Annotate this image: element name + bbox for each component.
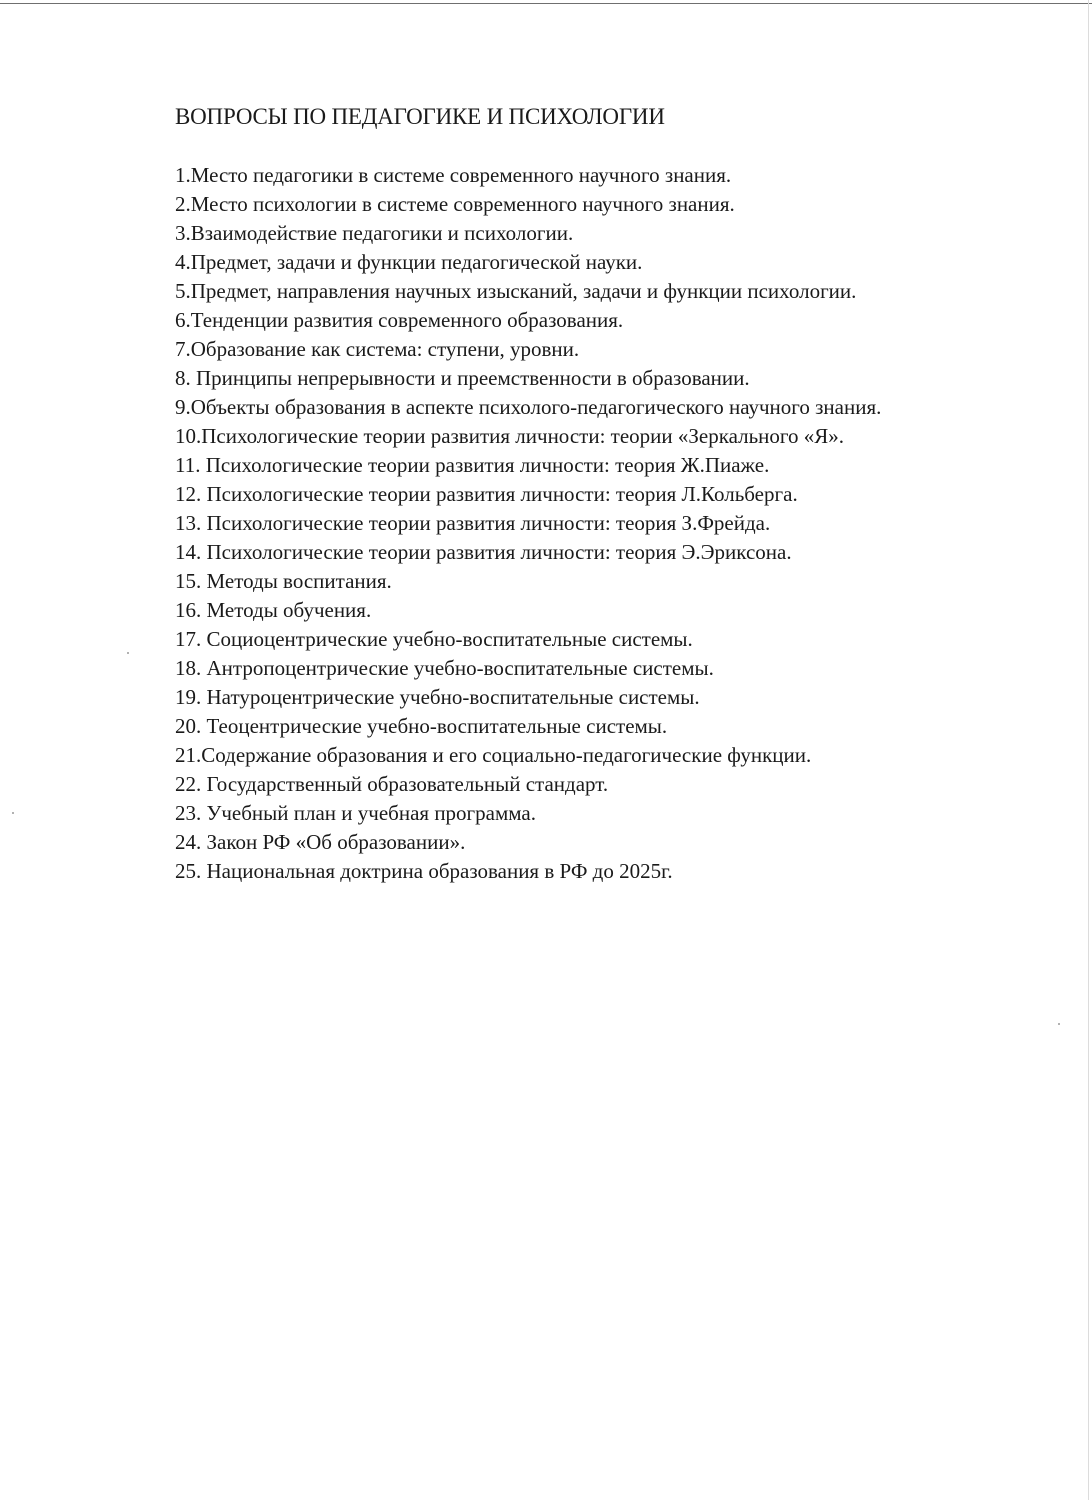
question-item: 11. Психологические теории развития личности: теория Ж.Пиаже. [175, 453, 770, 477]
question-item: 24. Закон РФ «Об образовании». [175, 830, 466, 854]
question-item: 14. Психологические теории развития личности: теория Э.Эриксона. [175, 540, 792, 564]
question-item: 17. Социоцентрические учебно-воспитательные системы. [175, 627, 693, 651]
question-item: 12. Психологические теории развития личности: теория Л.Кольберга. [175, 482, 798, 506]
question-item: 4.Предмет, задачи и функции педагогической науки. [175, 250, 643, 274]
question-item: 19. Натуроцентрические учебно-воспитательные системы. [175, 685, 700, 709]
question-item: 8. Принципы непрерывности и преемственности в образовании. [175, 366, 750, 390]
question-item: 1.Место педагогики в системе современного научного знания. [175, 163, 732, 187]
question-item: 5.Предмет, направления научных изысканий, задачи и функции психологии. [175, 279, 857, 303]
question-item: 2.Место психологии в системе современного научного знания. [175, 192, 735, 216]
scan-speck [127, 652, 129, 654]
question-item: 20. Теоцентрические учебно-воспитательные системы. [175, 714, 668, 738]
page-title: ВОПРОСЫ ПО ПЕДАГОГИКЕ И ПСИХОЛОГИИ [175, 104, 665, 129]
scan-edge-top [0, 3, 1092, 4]
question-item: 22. Государственный образовательный стандарт. [175, 772, 609, 796]
question-item: 25. Национальная доктрина образования в РФ до 2025г. [175, 859, 673, 883]
scan-edge-right [1088, 0, 1089, 1500]
question-item: 21.Содержание образования и его социально-педагогические функции. [175, 743, 812, 767]
question-item: 15. Методы воспитания. [175, 569, 392, 593]
question-item: 16. Методы обучения. [175, 598, 372, 622]
question-item: 18. Антропоцентрические учебно-воспитательные системы. [175, 656, 714, 680]
question-item: 9.Объекты образования в аспекте психолого-педагогического научного знания. [175, 395, 882, 419]
question-item: 23. Учебный план и учебная программа. [175, 801, 536, 825]
question-item: 6.Тенденции развития современного образования. [175, 308, 624, 332]
question-item: 10.Психологические теории развития личности: теории «Зеркального «Я». [175, 424, 844, 448]
question-item: 7.Образование как система: ступени, уровни. [175, 337, 580, 361]
question-list [175, 161, 1035, 886]
scan-speck [1058, 1023, 1060, 1025]
scan-speck [12, 812, 14, 814]
question-item: 3.Взаимодействие педагогики и психологии. [175, 221, 574, 245]
question-item: 13. Психологические теории развития личности: теория З.Фрейда. [175, 511, 771, 535]
